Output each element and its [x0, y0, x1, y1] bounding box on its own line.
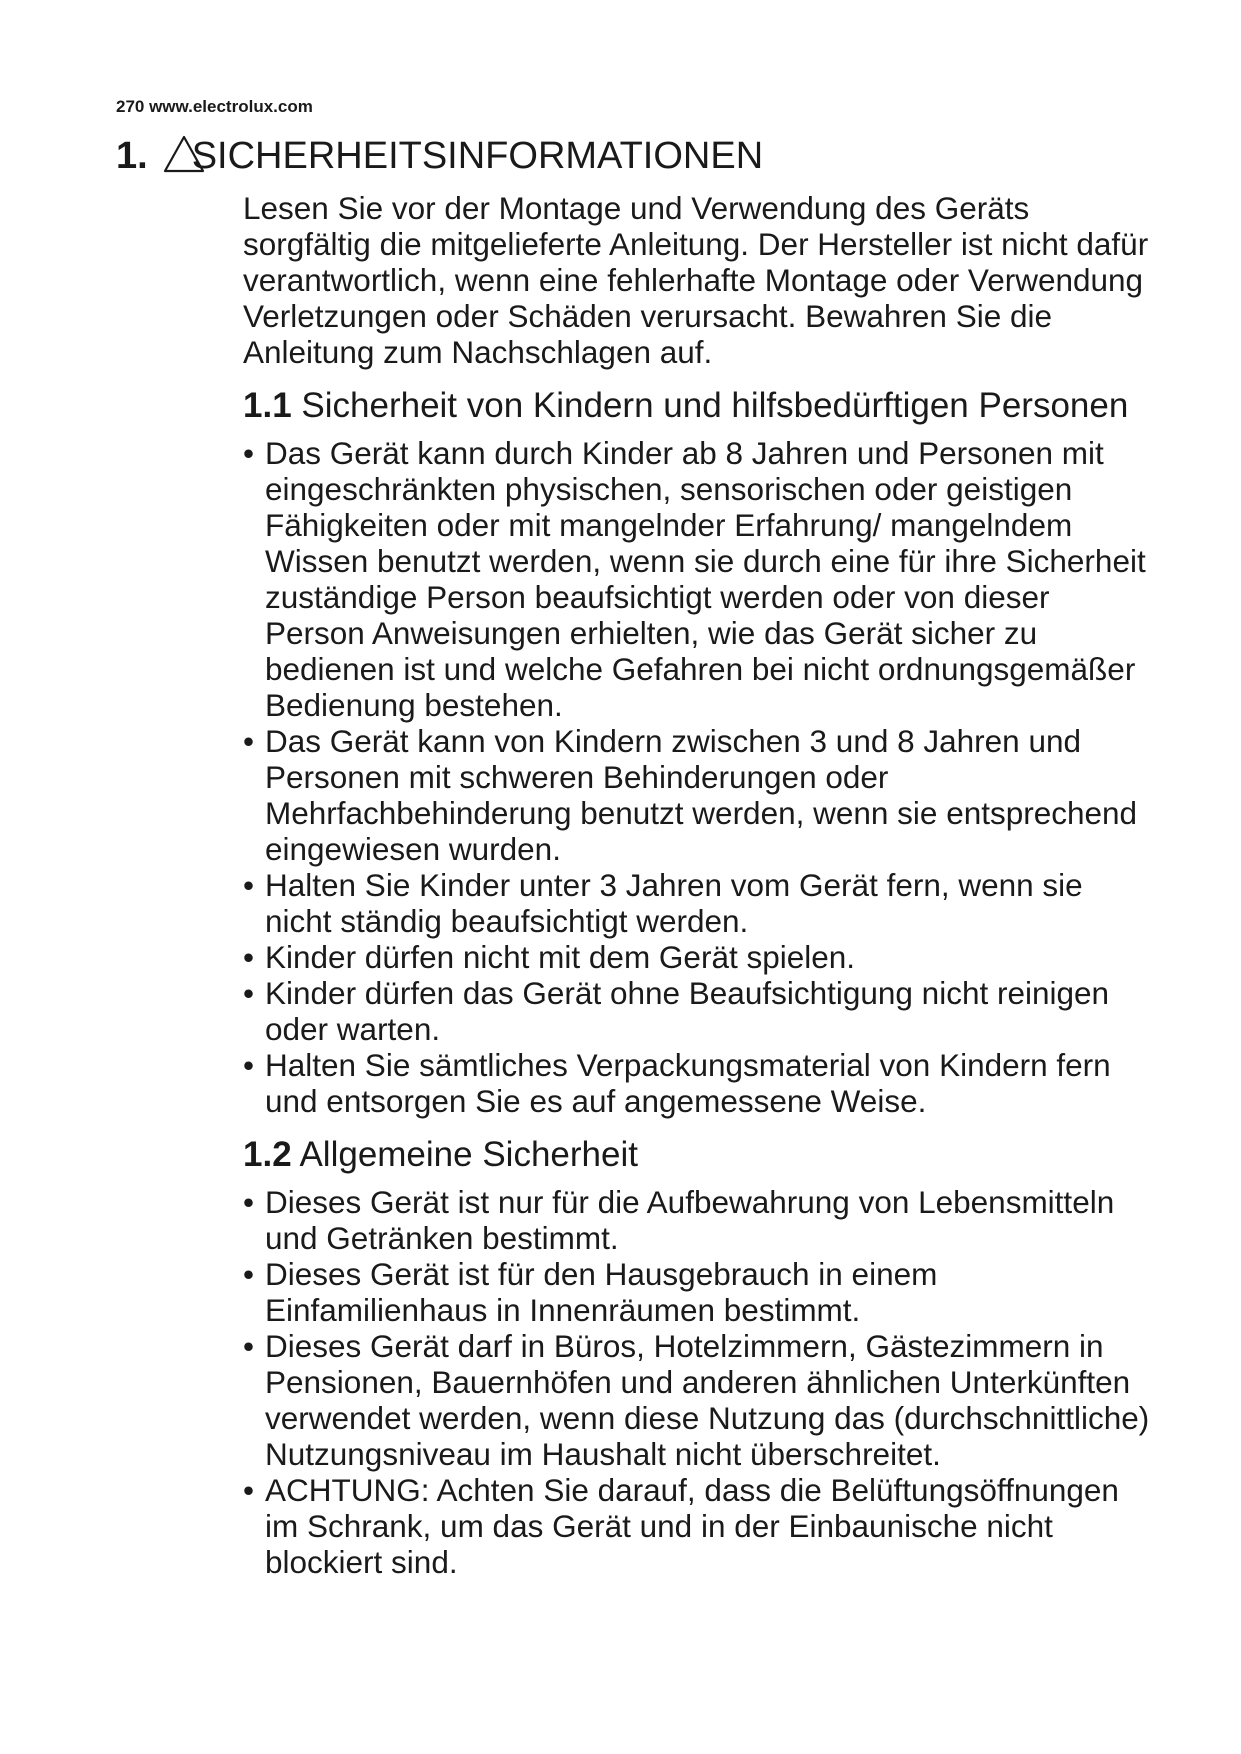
section-number: 1.2	[243, 1135, 292, 1174]
list-item: • Das Gerät kann von Kindern zwischen 3 und 8 Jahren und Personen mit schweren Behinderungen oder Mehrfachbehinderung benutzt werden, wenn sie entsprechend eingewiesen wurden.	[243, 723, 1153, 867]
chapter-title	[116, 134, 763, 178]
bullet-list-1-2	[243, 1184, 1153, 1580]
chapter-number: 1.	[116, 135, 148, 177]
list-item: • Kinder dürfen das Gerät ohne Beaufsichtigung nicht reinigen oder warten.	[243, 975, 1153, 1047]
list-item: • Dieses Gerät darf in Büros, Hotelzimmern, Gästezimmern in Pensionen, Bauernhöfen und anderen ähnlichen Unterkünften verwendet werden, wenn diese Nutzung das (durchschnittliche) Nutzungsniveau im Haushalt nicht überschreitet.	[243, 1328, 1153, 1472]
list-item: • ACHTUNG: Achten Sie darauf, dass die Belüftungsöffnungen im Schrank, um das Gerät und in der Einbaunische nicht blockiert sind.	[243, 1472, 1153, 1580]
section-heading-1-2	[243, 1135, 1153, 1174]
list-item: • Kinder dürfen nicht mit dem Gerät spielen.	[243, 939, 1153, 975]
section-heading-1-1	[243, 386, 1153, 425]
section-title: Sicherheit von Kindern und hilfsbedürftigen Personen	[301, 386, 1129, 425]
intro-paragraph: Lesen Sie vor der Montage und Verwendung des Geräts sorgfältig die mitgelieferte Anleitung. Der Hersteller ist nicht dafür verantwortlich, wenn eine fehlerhafte Montage oder Verwendung Verletzungen oder Schäden verursacht. Bewahren Sie die Anleitung zum Nachschlagen auf.	[243, 190, 1149, 370]
content	[243, 190, 1153, 1580]
list-item: • Dieses Gerät ist nur für die Aufbewahrung von Lebensmitteln und Getränken bestimmt.	[243, 1184, 1153, 1256]
section-title: Allgemeine Sicherheit	[299, 1135, 638, 1174]
chapter-title-text: SICHERHEITSINFORMATIONEN	[191, 135, 764, 177]
list-item: • Halten Sie sämtliches Verpackungsmaterial von Kindern fern und entsorgen Sie es auf angemessene Weise.	[243, 1047, 1153, 1119]
list-item: • Dieses Gerät ist für den Hausgebrauch in einem Einfamilienhaus in Innenräumen bestimmt.	[243, 1256, 1153, 1328]
page-header: 270 www.electrolux.com	[116, 97, 313, 116]
list-item: • Das Gerät kann durch Kinder ab 8 Jahren und Personen mit eingeschränkten physischen, sensorischen oder geistigen Fähigkeiten oder mit mangelnder Erfahrung/ mangelndem Wissen benutzt werden, wenn sie durch eine für ihre Sicherheit zuständige Person beaufsichtigt werden oder von dieser Person Anweisungen erhielten, wie das Gerät sicher zu bedienen ist und welche Gefahren bei nicht ordnungsgemäßer Bedienung bestehen.	[243, 435, 1153, 723]
warning-triangle-icon	[162, 134, 206, 174]
section-number: 1.1	[243, 386, 292, 425]
bullet-list-1-1	[243, 435, 1153, 1119]
list-item: • Halten Sie Kinder unter 3 Jahren vom Gerät fern, wenn sie nicht ständig beaufsichtigt werden.	[243, 867, 1153, 939]
